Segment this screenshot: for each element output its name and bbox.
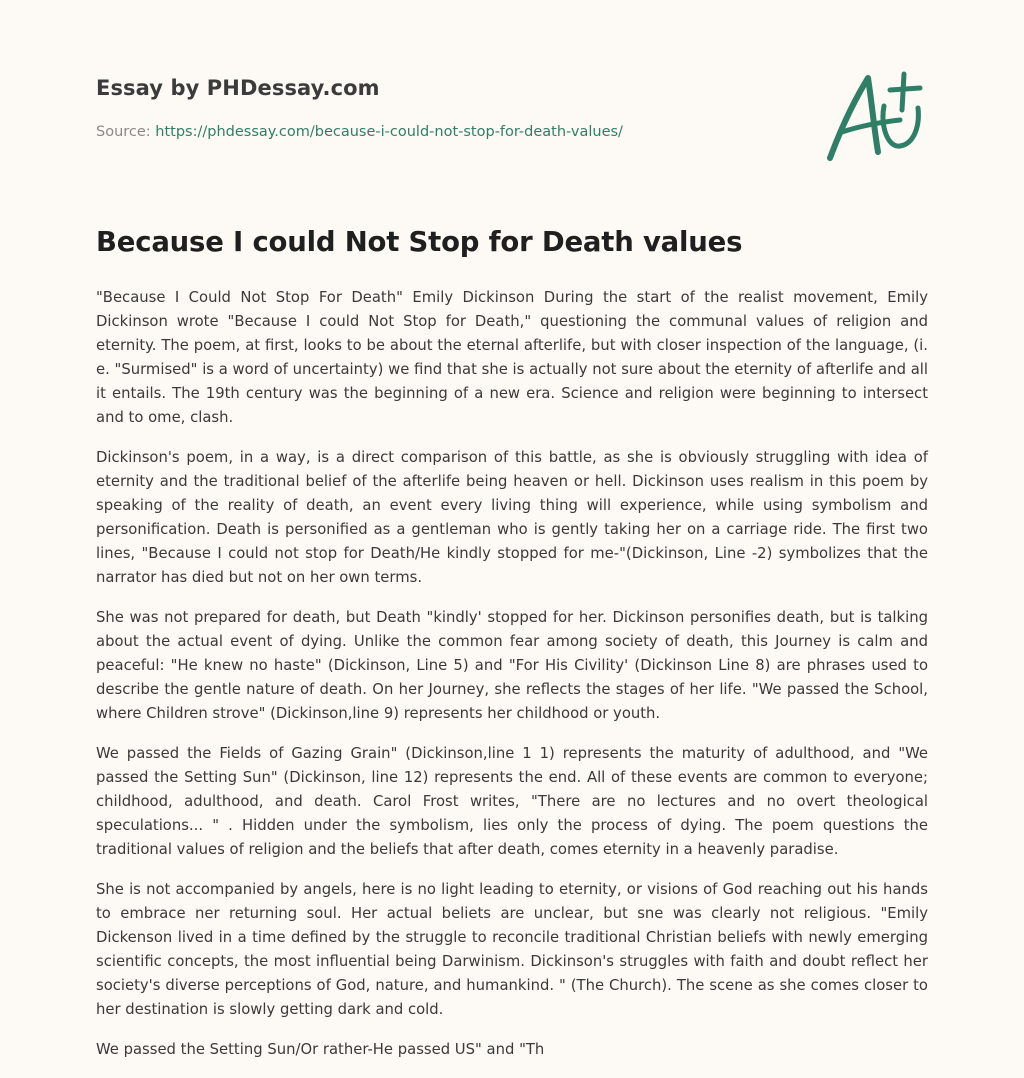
essay-body (96, 286, 928, 1078)
essay-paragraph: She was not prepared for death, but Death "kindly' stopped for her. Dickinson personifies death, but is talking about the actual event of dying. Unlike the common fear among society of death, this Journey is calm and peaceful: "He knew no haste" (Dickinson, Line 5) and "For His Civility' (Dickinson Line 8) are phrases used to describe the gentle nature of death. On her Journey, she reflects the stages of her life. "We passed the School, where Children strove" (Dickinson,line 9) represents her childhood or youth. (96, 609, 928, 722)
essay-paragraph: "Because I Could Not Stop For Death" Emily Dickinson During the start of the realist movement, Emily Dickinson wrote "Because I could Not Stop for Death," questioning the communal values of religion and eternity. The poem, at first, looks to be about the eternal afterlife, but with closer inspection of the language, (i. e. "Surmised" is a word of uncertainty) we find that she is actually not sure about the eternity of afterlife and all it entails. The 19th century was the beginning of a new era. Science and religion were beginning to intersect and to ome, clash. (96, 289, 928, 426)
a-plus-grade-icon (820, 66, 930, 166)
source-line (96, 124, 623, 140)
site-title: Essay by PHDessay.com (96, 76, 380, 100)
essay-paragraph: Dickinson's poem, in a way, is a direct comparison of this battle, as she is obviously struggling with idea of eternity and the traditional belief of the afterlife being heaven or hell. Dickinson uses realism in this poem by speaking of the reality of death, an event every living thing will experience, while using symbolism and personification. Death is personified as a gentleman who is gently taking her on a carriage ride. The first two lines, "Because I could not stop for Death/He kindly stopped for me-"(Dickinson, Line -2) symbolizes that the narrator has died but not on her own terms. (96, 449, 928, 586)
source-link[interactable]: https://phdessay.com/because-i-could-not-stop-for-death-values/ (155, 124, 623, 140)
essay-paragraph: We passed the Fields of Gazing Grain" (Dickinson,line 1 1) represents the maturity of adulthood, and "We passed the Setting Sun" (Dickinson, line 12) represents the end. All of these events are common to everyone; childhood, adulthood, and death. Carol Frost writes, "There are no lectures and no overt theological speculations... " . Hidden under the symbolism, lies only the process of dying. The poem questions the traditional values of religion and the beliefs that after death, comes eternity in a heavenly paradise. (96, 745, 928, 858)
essay-paragraph: She is not accompanied by angels, here is no light leading to eternity, or visions of God reaching out his hands to embrace ner returning soul. Her actual beliets are unclear, but sne was clearly not religious. "Emily Dickenson lived in a time defined by the struggle to reconcile traditional Christian beliefs with newly emerging scientific concepts, the most influential being Darwinism. Dickinson's struggles with faith and doubt reflect her society's diverse perceptions of God, nature, and humankind. " (The Church). The scene as she comes closer to her destination is slowly getting dark and cold. (96, 881, 928, 1018)
essay-title: Because I could Not Stop for Death values (96, 226, 743, 258)
source-label: Source: (96, 124, 151, 140)
essay-paragraph: We passed the Setting Sun/Or rather-He passed US" and "Th (96, 1041, 545, 1058)
